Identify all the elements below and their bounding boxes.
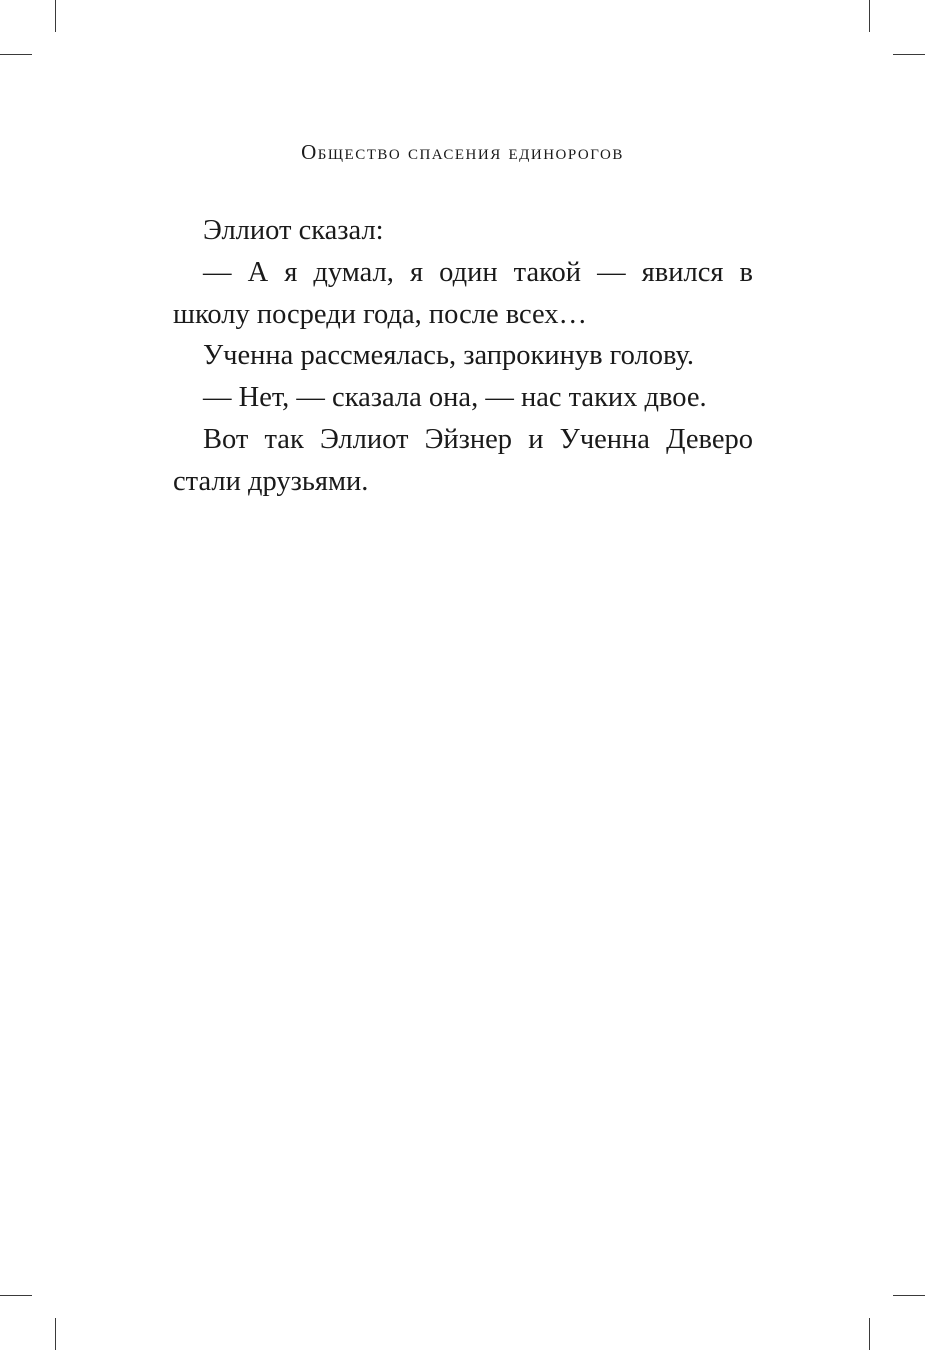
paragraph: — Нет, — сказала она, — нас таких двое. (203, 382, 707, 414)
paragraph: Вот так Эллиот Эйзнер и Ученна Деверо стали друзьями. (173, 423, 753, 497)
crop-mark-bottom-left-vertical (55, 1318, 56, 1350)
crop-mark-top-left-horizontal (0, 54, 32, 55)
running-head: Общество спасения единорогов (301, 140, 624, 164)
crop-mark-top-right-vertical (869, 0, 870, 32)
crop-mark-bottom-right-horizontal (893, 1295, 925, 1296)
paragraph: — А я думал, я один такой — явился в школу посреди года, после всех… (173, 256, 753, 330)
crop-mark-top-left-vertical (55, 0, 56, 32)
crop-mark-bottom-left-horizontal (0, 1295, 32, 1296)
crop-mark-bottom-right-vertical (869, 1318, 870, 1350)
crop-mark-top-right-horizontal (893, 54, 925, 55)
paragraph: Ученна рассмеялась, запрокинув голову. (203, 340, 694, 372)
paragraph: Эллиот сказал: (203, 215, 384, 246)
body-text (173, 210, 753, 503)
